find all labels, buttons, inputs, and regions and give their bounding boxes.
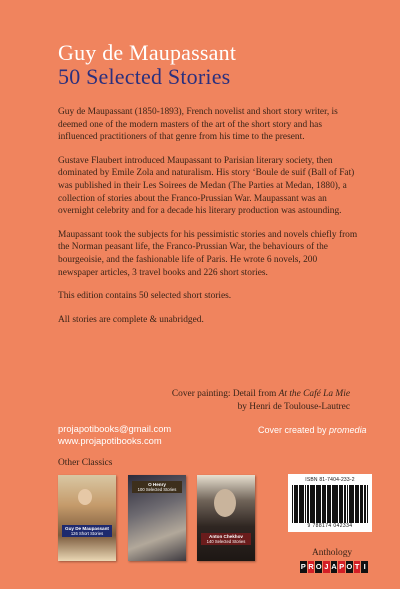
blurb-paragraph: Guy de Maupassant (1850-1893), French novelist and short story writer, is deemed one of the modern masters of the art of the short story and has influenced practitioners of that genre from his time to the present. — [58, 107, 338, 143]
logo-letter: A — [331, 562, 337, 571]
book-label — [201, 533, 251, 545]
barcode-bar — [320, 485, 321, 523]
book-label — [132, 481, 182, 493]
book-author: Anton Chekhov — [209, 534, 243, 539]
barcode-bar — [341, 485, 343, 523]
barcode-number: 9 788174 042334 — [307, 523, 353, 529]
barcode-bar — [292, 485, 293, 523]
barcode-bar — [347, 485, 349, 523]
credit-line-1 — [172, 388, 350, 401]
barcode-bar — [364, 485, 365, 523]
book-subtitle: 140 Selected Stories — [206, 539, 246, 544]
book-subtitle: 126 Short Stories — [70, 531, 104, 536]
blurb-paragraph: Gustave Flaubert introduced Maupassant to Parisian literary society, then dominated by Emile Zola and naturalism. His story ‘Boule de suif (Ball of Fat) was published in their Les Soirees de Medan (The Parties at Medan, 1880), a collection of stories about the Franco-Prussian War. Maupassant was an overnight celebrity and for a decade his literary production was astounding. — [58, 155, 355, 217]
credit-line-2: by Henri de Toulouse-Lautrec — [237, 402, 350, 412]
blurb — [58, 106, 358, 337]
book-thumbnail-chekhov — [197, 475, 255, 561]
book-thumbnail-o-henry — [128, 475, 186, 561]
isbn-barcode — [288, 474, 372, 532]
barcode-bar — [353, 485, 354, 523]
book-author: O Henry — [148, 482, 166, 487]
barcode-bar — [297, 485, 298, 523]
publisher-logo — [300, 561, 368, 573]
barcode-bar — [314, 485, 315, 523]
credit-prefix: Cover painting: Detail from — [171, 389, 279, 399]
publisher-contact — [58, 423, 171, 447]
barcode-bar — [367, 485, 368, 523]
logo-letter: R — [308, 562, 314, 571]
other-classics-heading: Other Classics — [58, 458, 113, 468]
logo-letter: T — [354, 562, 360, 571]
website-link[interactable]: www.projapotibooks.com — [58, 435, 162, 446]
blurb-paragraph: Maupassant took the subjects for his pessimistic stories and novels chiefly from the Norman peasant life, the Franco-Prussian War, the behaviours of the bourgeoisie, and the fashionable life of Paris. He wrote 6 novels, 200 newspaper articles, 3 travel books and 226 short stories. — [58, 229, 358, 278]
cover-designer-credit — [258, 425, 367, 435]
logo-letter: O — [346, 562, 353, 571]
cover-painting-credit — [172, 388, 350, 414]
painting-title: At the Café La Mie — [278, 389, 350, 399]
book-label — [62, 525, 112, 537]
isbn-text: ISBN 81-7404-233-2 — [305, 477, 355, 483]
portrait-face — [214, 489, 236, 517]
barcode-bar — [308, 485, 309, 523]
barcode-bar — [336, 485, 338, 523]
logo-letter: O — [315, 562, 322, 571]
barcode-bars — [292, 485, 368, 523]
book-title: 50 Selected Stories — [58, 64, 231, 89]
logo-letter: J — [324, 562, 329, 571]
author-name: Guy de Maupassant — [58, 40, 237, 65]
barcode-bar — [303, 485, 304, 523]
book-subtitle: 100 Selected Stories — [137, 487, 177, 492]
barcode-bar — [330, 485, 331, 523]
logo-letter: P — [300, 562, 306, 571]
book-thumbnail-maupassant — [58, 475, 116, 561]
blurb-paragraph: All stories are complete & unabridged. — [58, 314, 204, 325]
blurb-paragraph: This edition contains 50 selected short stories. — [58, 291, 232, 302]
barcode-bar — [358, 485, 359, 523]
painting-face — [78, 489, 92, 505]
barcode-bar — [325, 485, 326, 523]
designer-prefix: Cover created by — [258, 425, 330, 435]
designer-brand: promedia — [329, 425, 367, 435]
book-author: Guy De Maupassant — [65, 526, 109, 531]
logo-letter: P — [339, 562, 345, 571]
email-link[interactable]: projapotibooks@gmail.com — [58, 423, 172, 434]
category-label: Anthology — [312, 548, 353, 558]
logo-letter: I — [361, 561, 368, 573]
